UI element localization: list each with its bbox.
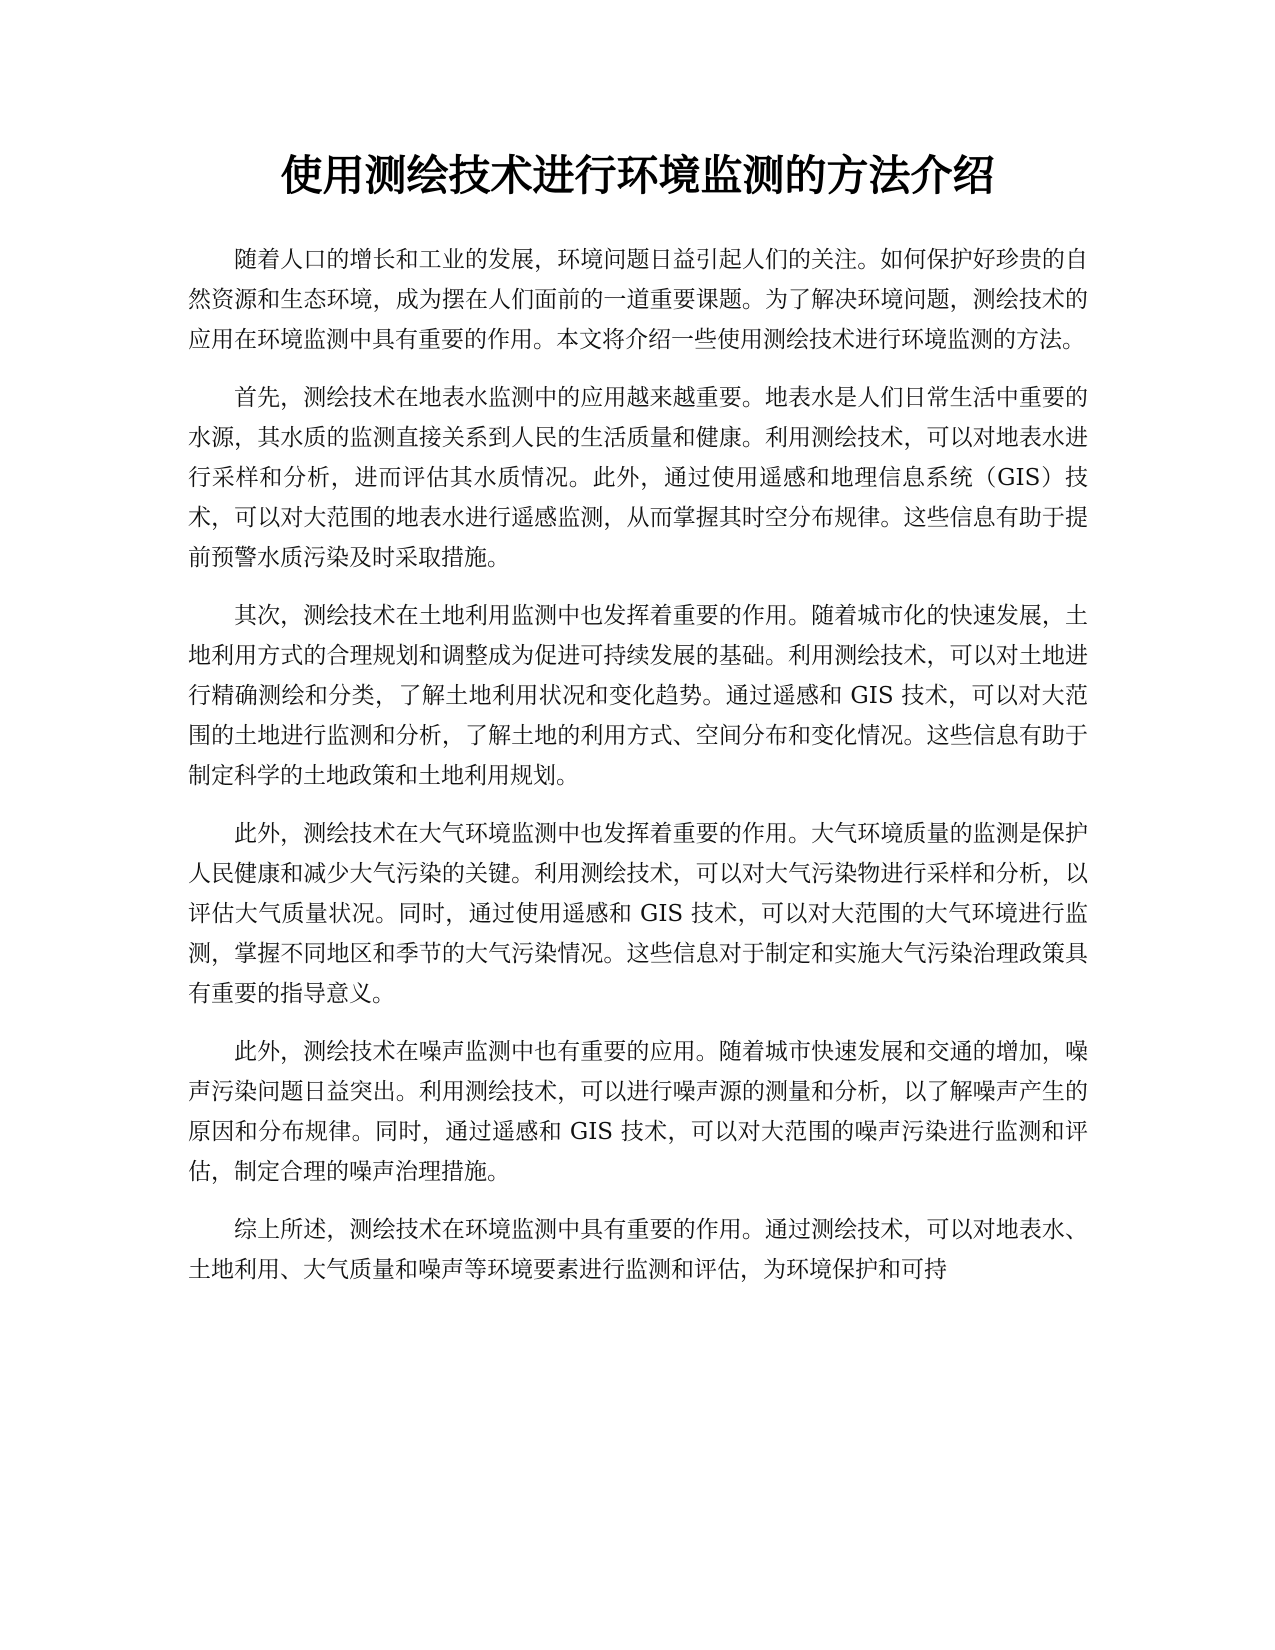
paragraph-summary: 综上所述，测绘技术在环境监测中具有重要的作用。通过测绘技术，可以对地表水、土地利用、大气质量和噪声等环境要素进行监测和评估，为环境保护和可持 [188, 1217, 1088, 1283]
paragraph-surface-water: 首先，测绘技术在地表水监测中的应用越来越重要。地表水是人们日常生活中重要的水源，其水质的监测直接关系到人民的生活质量和健康。利用测绘技术，可以对地表水进行采样和分析，进而评估其水质情况。此外，通过使用遥感和地理信息系统（GIS）技术，可以对大范围的地表水进行遥感监测，从而掌握其时空分布规律。这些信息有助于提前预警水质污染及时采取措施。 [188, 385, 1088, 571]
paragraph-intro: 随着人口的增长和工业的发展，环境问题日益引起人们的关注。如何保护好珍贵的自然资源和生态环境，成为摆在人们面前的一道重要课题。为了解决环境问题，测绘技术的应用在环境监测中具有重要的作用。本文将介绍一些使用测绘技术进行环境监测的方法。 [188, 247, 1088, 353]
page-title: 使用测绘技术进行环境监测的方法介绍 [280, 151, 995, 200]
paragraph-land-use: 其次，测绘技术在土地利用监测中也发挥着重要的作用。随着城市化的快速发展，土地利用方式的合理规划和调整成为促进可持续发展的基础。利用测绘技术，可以对土地进行精确测绘和分类，了解土地利用状况和变化趋势。通过遥感和 GIS 技术，可以对大范围的土地进行监测和分析，了解土地的利用方式、空间分布和变化情况。这些信息有助于制定科学的土地政策和土地利用规划。 [188, 603, 1088, 789]
paragraph-atmosphere: 此外，测绘技术在大气环境监测中也发挥着重要的作用。大气环境质量的监测是保护人民健康和减少大气污染的关键。利用测绘技术，可以对大气污染物进行采样和分析，以评估大气质量状况。同时，通过使用遥感和 GIS 技术，可以对大范围的大气环境进行监测，掌握不同地区和季节的大气污染情况。这些信息对于制定和实施大气污染治理政策具有重要的指导意义。 [188, 821, 1088, 1007]
paragraph-noise: 此外，测绘技术在噪声监测中也有重要的应用。随着城市快速发展和交通的增加，噪声污染问题日益突出。利用测绘技术，可以进行噪声源的测量和分析，以了解噪声产生的原因和分布规律。同时，通过遥感和 GIS 技术，可以对大范围的噪声污染进行监测和评估，制定合理的噪声治理措施。 [188, 1039, 1088, 1185]
document-body [188, 240, 1088, 1308]
